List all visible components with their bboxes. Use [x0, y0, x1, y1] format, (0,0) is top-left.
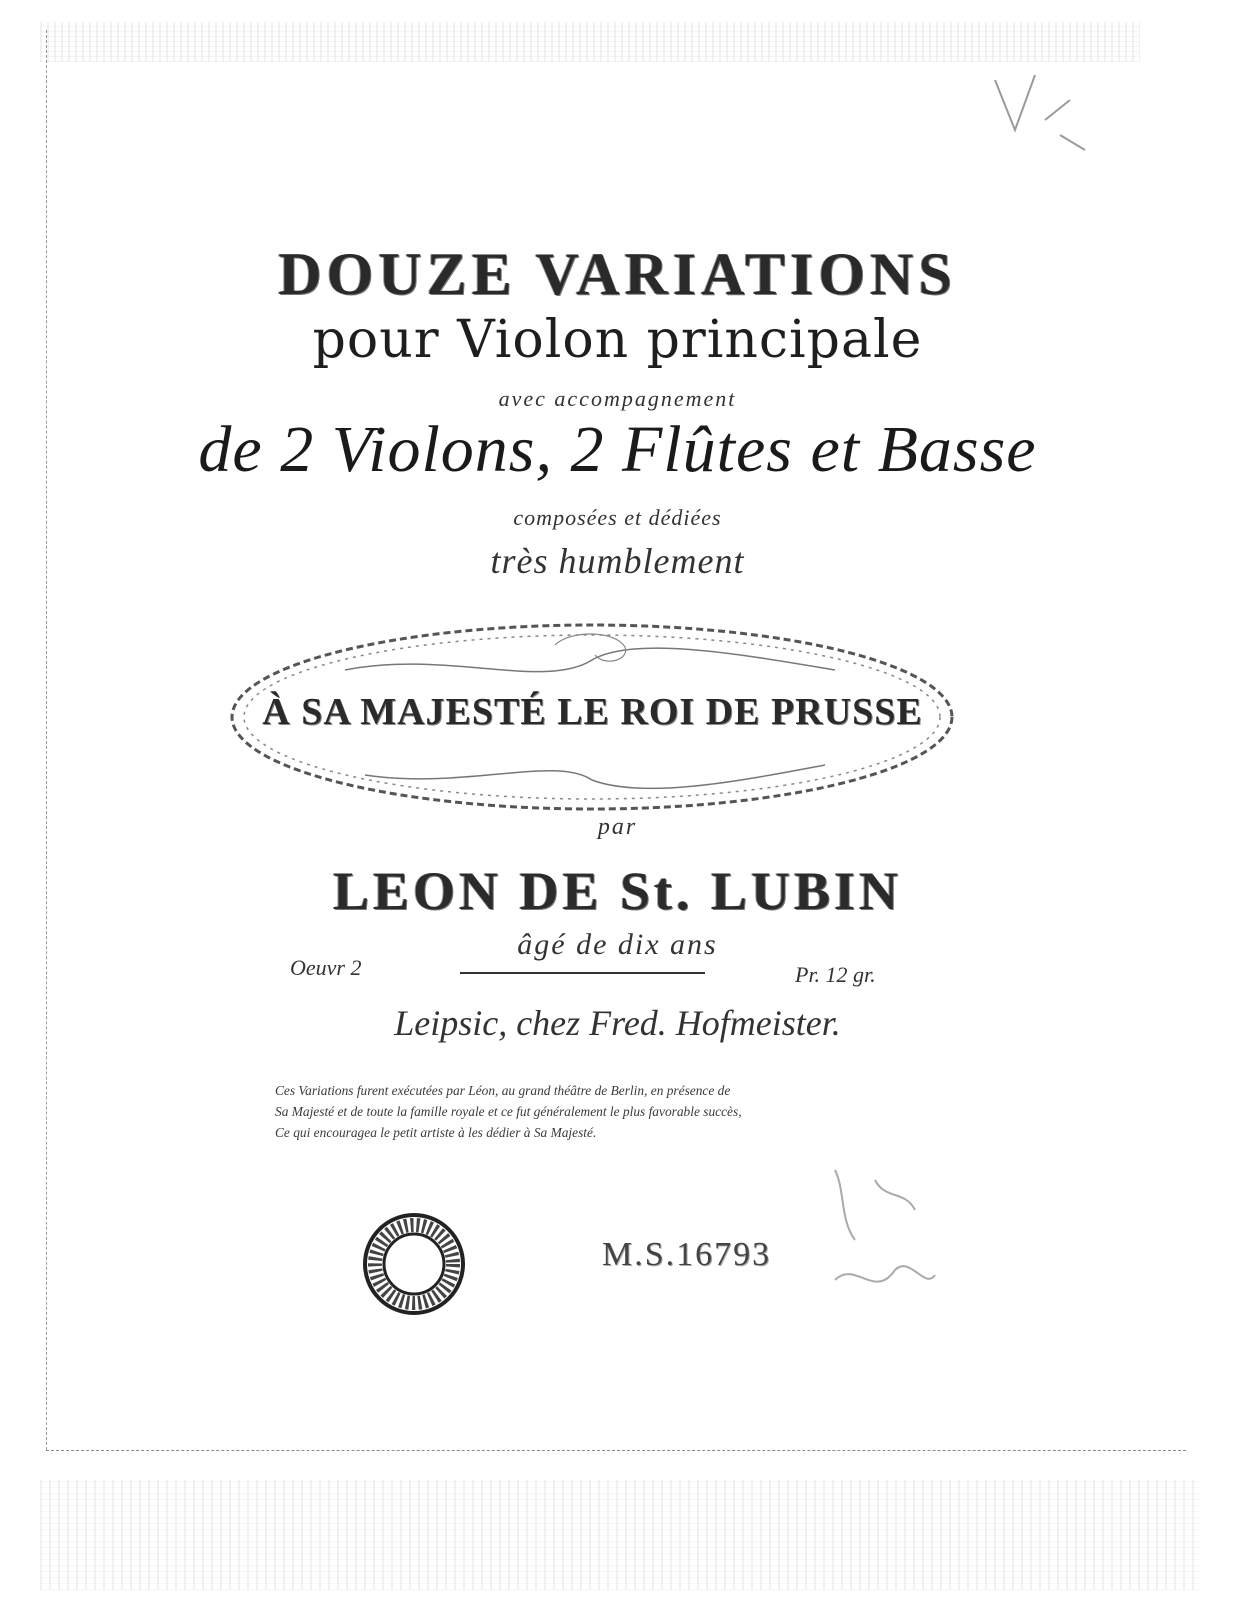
- accompaniment-intro: avec accompagnement: [498, 386, 737, 411]
- note-line: Ces Variations furent exécutées par Léon, au grand théâtre de Berlin, en présence de: [275, 1083, 731, 1098]
- publisher: Leipsic, chez Fred. Hofmeister.: [394, 1003, 841, 1043]
- composer-age: âgé de dix ans: [517, 928, 718, 961]
- humbly-line: très humblement: [490, 541, 745, 581]
- pencil-mark-top: [975, 60, 1105, 170]
- composer-name: LEON DE St. LUBIN: [332, 861, 903, 921]
- shelfmark: M.S.16793: [602, 1236, 772, 1273]
- note-line: Ce qui encouragea le petit artiste à les dédier à Sa Majesté.: [275, 1125, 597, 1140]
- by-label: par: [597, 814, 638, 840]
- library-stamp: [362, 1212, 466, 1316]
- instrumentation: de 2 Violons, 2 Flûtes et Basse: [198, 413, 1037, 486]
- divider-rule: [460, 972, 705, 974]
- price: Pr. 12 gr.: [795, 962, 876, 987]
- title: DOUZE VARIATIONS: [278, 241, 957, 307]
- opus-number: Oeuvr 2: [290, 955, 362, 980]
- pencil-annotation: [815, 1150, 945, 1340]
- page-edge-bottom: [46, 1450, 1186, 1452]
- note-line: Sa Majesté et de toute la famille royale et ce fut généralement le plus favorable succès,: [275, 1104, 742, 1119]
- scan-noise-bottom: [40, 1480, 1200, 1590]
- composed-line: composées et dédiées: [513, 505, 722, 530]
- subtitle: pour Violon principale: [312, 310, 923, 370]
- performance-note: [275, 1080, 935, 1143]
- scan-noise-top: [40, 22, 1140, 62]
- dedication: À SA MAJESTÉ LE ROI DE PRUSSE: [262, 691, 923, 733]
